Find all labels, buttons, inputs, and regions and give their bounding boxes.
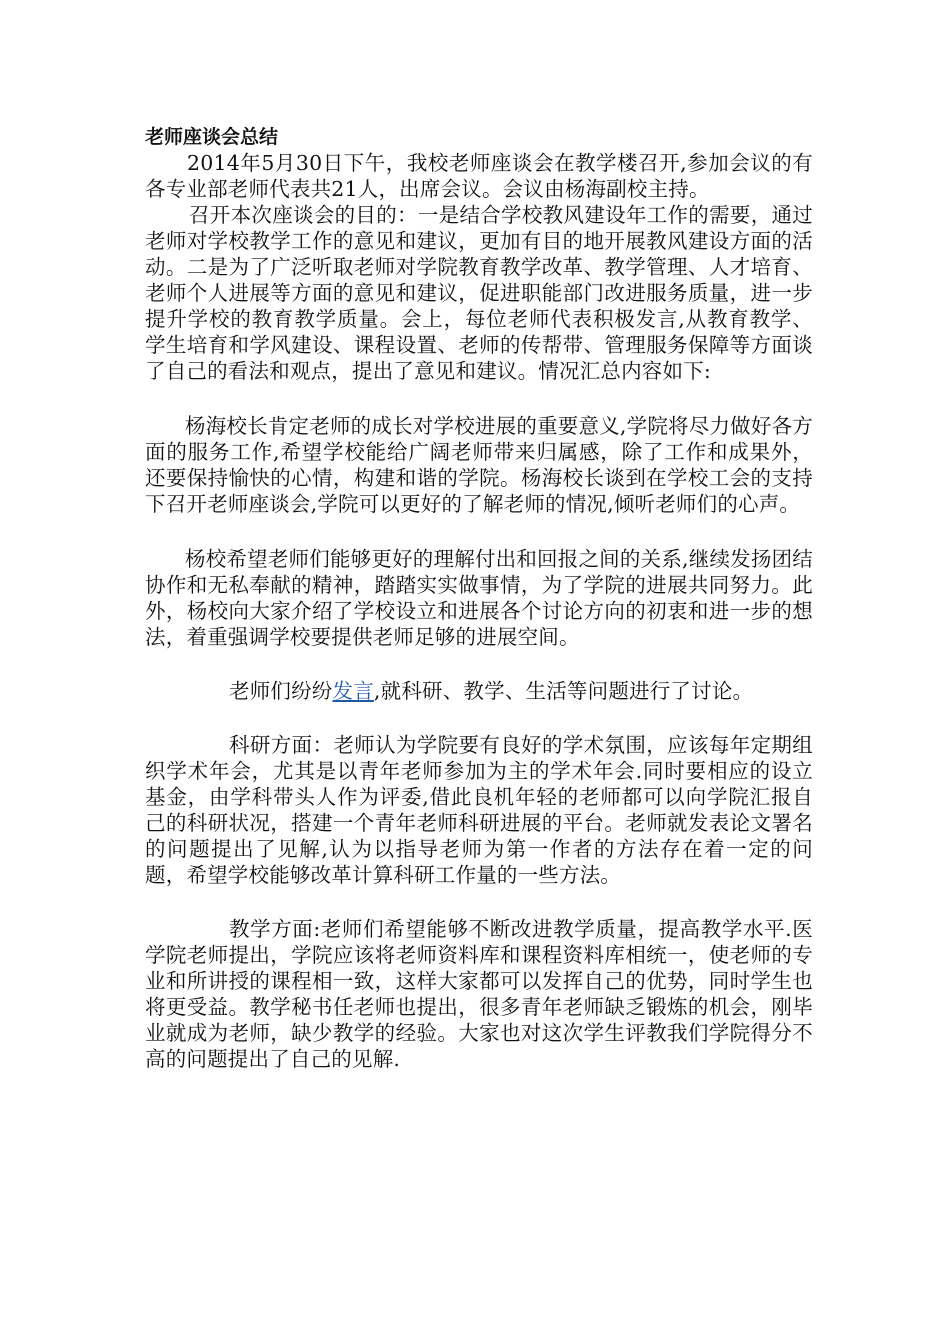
paragraph-research: 科研方面：老师认为学院要有良好的学术氛围，应该每年定期组织学术年会，尤其是以青年老师参加为主的学术年会.同时要相应的设立基金，由学科带头人作为评委,借此良机年轻的老师都可以向学院汇报自己的科研状况，搭建一个青年老师科研进展的平台。老师就发表论文署名的问题提出了见解,认为以指导老师为第一作者的方法存在着一定的问题，希望学校能够改革计算科研工作量的一些方法。: [145, 733, 813, 887]
document-title: 老师座谈会总结: [145, 126, 279, 148]
paragraph-discussion-intro: [145, 678, 813, 704]
paragraph-principal-hopes: 杨校希望老师们能够更好的理解付出和回报之间的关系,继续发扬团结协作和无私奉献的精神，踏踏实实做事情，为了学院的进展共同努力。此外，杨校向大家介绍了学校设立和进展各个讨论方向的初衷和进一步的想法，着重强调学校要提供老师足够的进展空间。: [145, 547, 813, 649]
discussion-intro-rest: ,就科研、教学、生活等问题进行了讨论。: [373, 679, 754, 703]
document-page: [145, 124, 813, 1072]
paragraph-teaching: 教学方面:老师们希望能够不断改进教学质量，提高教学水平.医学院老师提出，学院应该将老师资料库和课程资料库相统一，使老师的专业和所讲授的课程相一致，这样大家都可以发挥自己的优势，同时学生也将更受益。教学秘书任老师也提出，很多青年老师缺乏锻炼的机会，刚毕业就成为老师，缺少教学的经验。大家也对这次学生评教我们学院得分不高的问题提出了自己的见解.: [145, 917, 813, 1071]
paragraph-principal-remarks: 杨海校长肯定老师的成长对学校进展的重要意义,学院将尽力做好各方面的服务工作,希望学校能给广阔老师带来归属感，除了工作和成果外，还要保持愉快的心情，构建和谐的学院。杨海校长谈到在学校工会的支持下召开老师座谈会,学院可以更好的了解老师的情况,倾听老师们的心声。: [145, 414, 813, 516]
discussion-intro-text: 老师们纷纷: [229, 679, 333, 703]
paragraph-meeting-info: 2014年5月30日下午，我校老师座谈会在教学楼召开,参加会议的有各专业部老师代表共21人，出席会议。会议由杨海副校主持。: [145, 151, 813, 201]
speech-link[interactable]: 发言: [332, 679, 374, 703]
paragraph-meeting-purpose: 召开本次座谈会的目的：一是结合学校教风建设年工作的需要，通过老师对学校教学工作的意见和建议，更加有目的地开展教风建设方面的活动。二是为了广泛听取老师对学院教育教学改革、教学管理、人才培育、老师个人进展等方面的意见和建议，促进职能部门改进服务质量，进一步提升学校的教育教学质量。会上，每位老师代表积极发言,从教育教学、学生培育和学风建设、课程设置、老师的传帮带、管理服务保障等方面谈了自己的看法和观点，提出了意见和建议。情况汇总内容如下:: [145, 203, 813, 383]
